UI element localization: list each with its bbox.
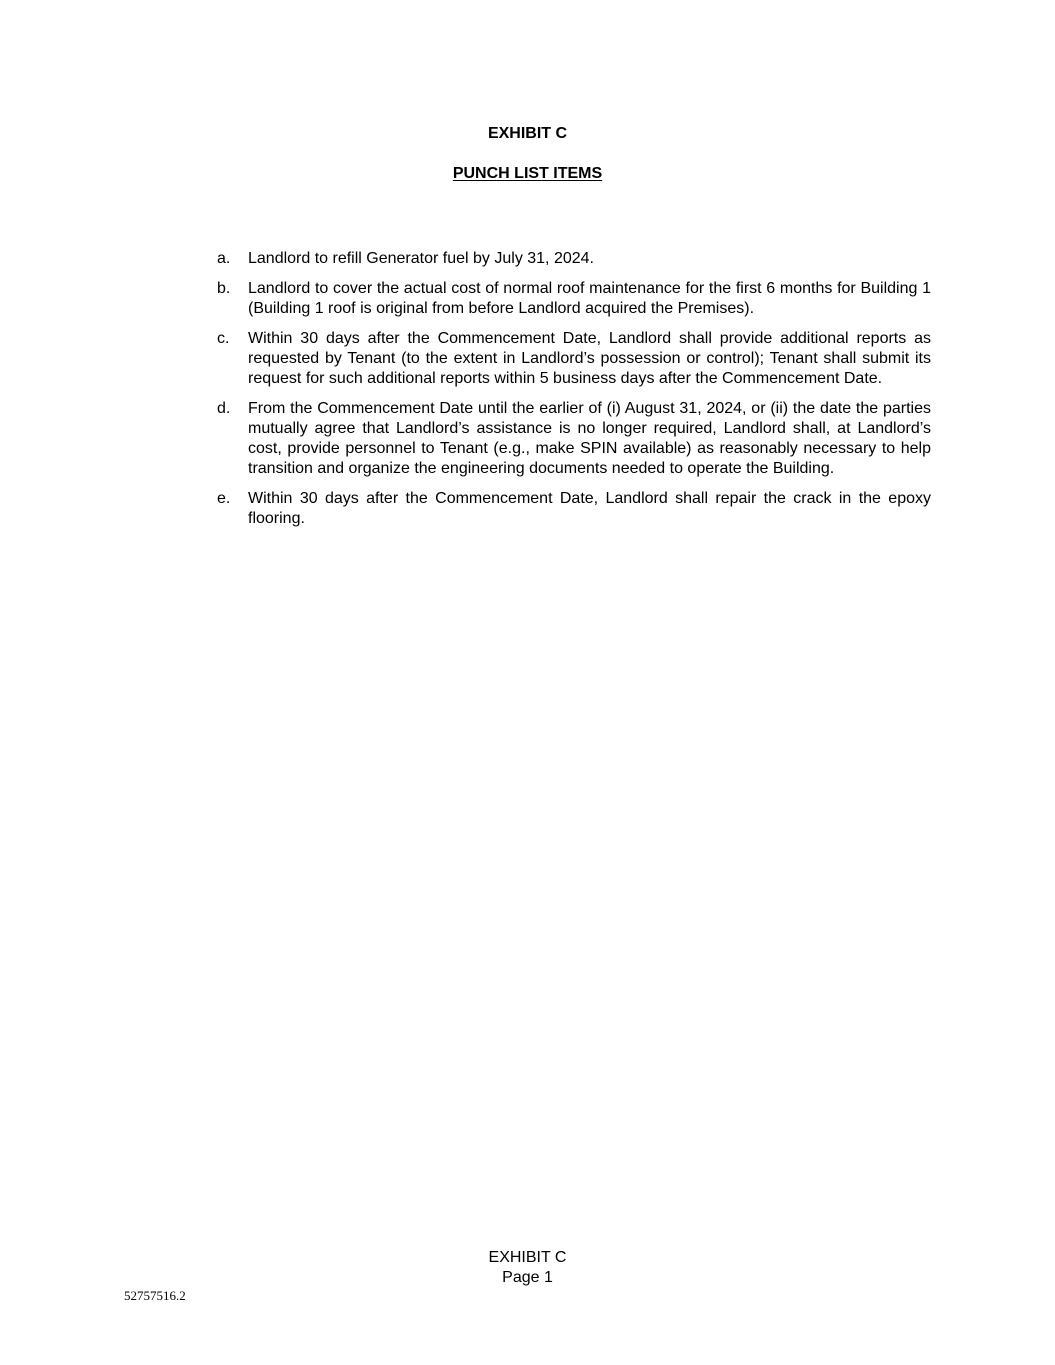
list-item-text: Within 30 days after the Commencement Date, Landlord shall repair the crack in the epoxy flooring. (248, 490, 931, 527)
list-item (217, 489, 931, 529)
list-item-text: Landlord to cover the actual cost of normal roof maintenance for the first 6 months for Building 1 (Building 1 roof is original from before Landlord acquired the Premises). (248, 280, 931, 317)
list-item-text: From the Commencement Date until the earlier of (i) August 31, 2024, or (ii) the date the parties mutually agree that Landlord’s assistance is no longer required, Landlord shall, at Landlord’s cost, provide personnel to Tenant (e.g., make SPIN available) as reasonably necessary to help transition and organize the engineering documents needed to operate the Building. (248, 400, 931, 477)
list-item-marker: c. (217, 330, 230, 347)
list-item-marker: a. (217, 250, 231, 267)
footer-exhibit-label: EXHIBIT C (488, 1249, 567, 1266)
list-item (217, 329, 931, 389)
section-heading: PUNCH LIST ITEMS (452, 165, 603, 182)
list-item (217, 399, 931, 479)
list-item (217, 249, 931, 269)
list-item-text: Landlord to refill Generator fuel by July 31, 2024. (248, 250, 594, 267)
list-item-marker: b. (217, 280, 231, 297)
footer-page-number: Page 1 (502, 1269, 553, 1286)
punch-list (217, 249, 931, 539)
list-item-marker: d. (217, 400, 231, 417)
document-number: 52757516.2 (124, 1288, 186, 1303)
list-item-text: Within 30 days after the Commencement Date, Landlord shall provide additional reports as requested by Tenant (to the extent in Landlord’s possession or control); Tenant shall submit its request for such additional reports within 5 business days after the Commencement Date. (248, 330, 931, 387)
exhibit-title: EXHIBIT C (487, 125, 568, 142)
list-item-marker: e. (217, 490, 231, 507)
list-item (217, 279, 931, 319)
